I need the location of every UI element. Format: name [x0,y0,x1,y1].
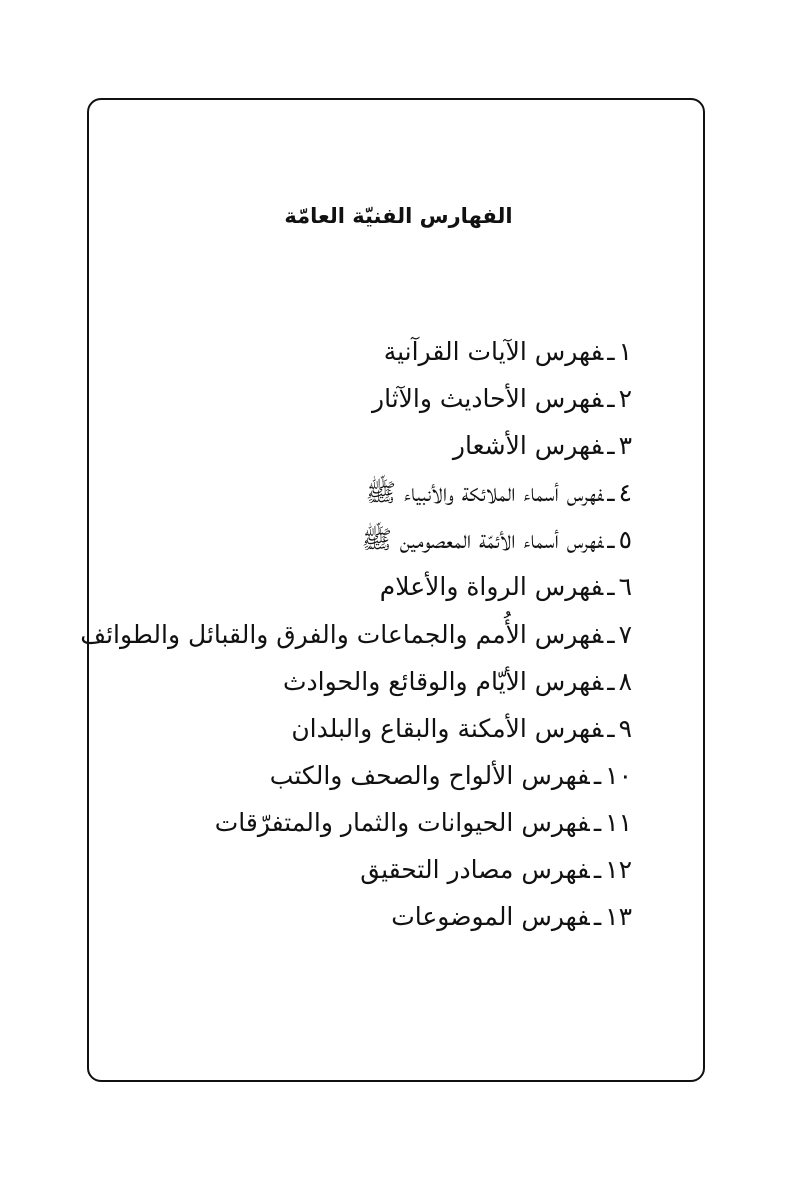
index-item-separator: ـ [607,478,615,508]
index-item-label: فهرس الرواة والأعلام [379,572,604,602]
index-item-number: ١١ [605,807,632,837]
index-item-number: ١٢ [605,855,632,885]
index-list [80,330,632,942]
index-item-label: فهرس الأمكنة والبقاع والبلدان [291,713,604,743]
index-item-separator: ـ [593,760,602,790]
index-item-number: ١٣ [605,902,632,932]
page-title-text: الفهارس الفنيّة العامّة [284,204,513,228]
index-item-number: ٥ [618,525,632,555]
index-item-number: ٩ [618,713,632,743]
index-item-7 [80,613,632,660]
index-item-1 [162,330,632,377]
index-item-label: فهرس مصادر التحقيق [360,855,590,885]
index-item-separator: ـ [607,384,615,414]
index-item-4 [162,471,632,518]
index-item-number: ٢ [618,384,632,414]
index-item-number: ٣ [618,431,632,461]
index-item-3 [162,424,632,471]
index-item-number: ٦ [618,572,632,602]
index-item-separator: ـ [607,431,615,461]
index-item-number: ١٠ [605,760,632,790]
index-item-separator: ـ [607,337,615,366]
index-item-2 [162,377,632,424]
index-item-11 [162,801,632,848]
index-item-separator: ـ [607,525,615,555]
index-item-5 [162,518,632,565]
index-item-separator: ـ [593,855,602,885]
index-item-10 [162,754,632,801]
index-item-number: ٧ [618,619,632,649]
index-item-6 [162,565,632,612]
index-item-label: فهرس الألواح والصحف والكتب [269,760,590,790]
index-item-label: فهرس أسماء الأئمّة المعصومين ﷺ [361,525,604,555]
index-item-separator: ـ [607,619,615,649]
index-item-number: ٨ [618,666,632,696]
index-item-separator: ـ [593,902,602,932]
index-item-separator: ـ [593,807,602,837]
index-item-number: ٤ [618,478,632,508]
index-item-separator: ـ [607,713,615,743]
page-title [0,196,797,236]
index-item-9 [162,707,632,754]
index-item-number: ١ [618,337,632,366]
index-item-13 [162,895,632,942]
index-item-label: فهرس الأحاديث والآثار [372,384,604,414]
index-item-12 [162,848,632,895]
index-item-label: فهرس الأيّام والوقائع والحوادث [282,666,604,696]
index-item-label: فهرس الموضوعات [391,902,590,932]
index-item-label: فهرس الأشعار [452,431,604,461]
index-item-label: فهرس أسماء الملائكة والأنبياء ﷺ [365,478,604,508]
index-item-separator: ـ [607,666,615,696]
index-item-8 [162,660,632,707]
index-item-separator: ـ [607,572,615,602]
index-item-label: فهرس الآيات القرآنية [383,337,604,366]
index-item-label: فهرس الحيوانات والثمار والمتفرّقات [214,807,590,837]
index-item-label: فهرس الأُمم والجماعات والفرق والقبائل والطوائف [80,619,604,649]
